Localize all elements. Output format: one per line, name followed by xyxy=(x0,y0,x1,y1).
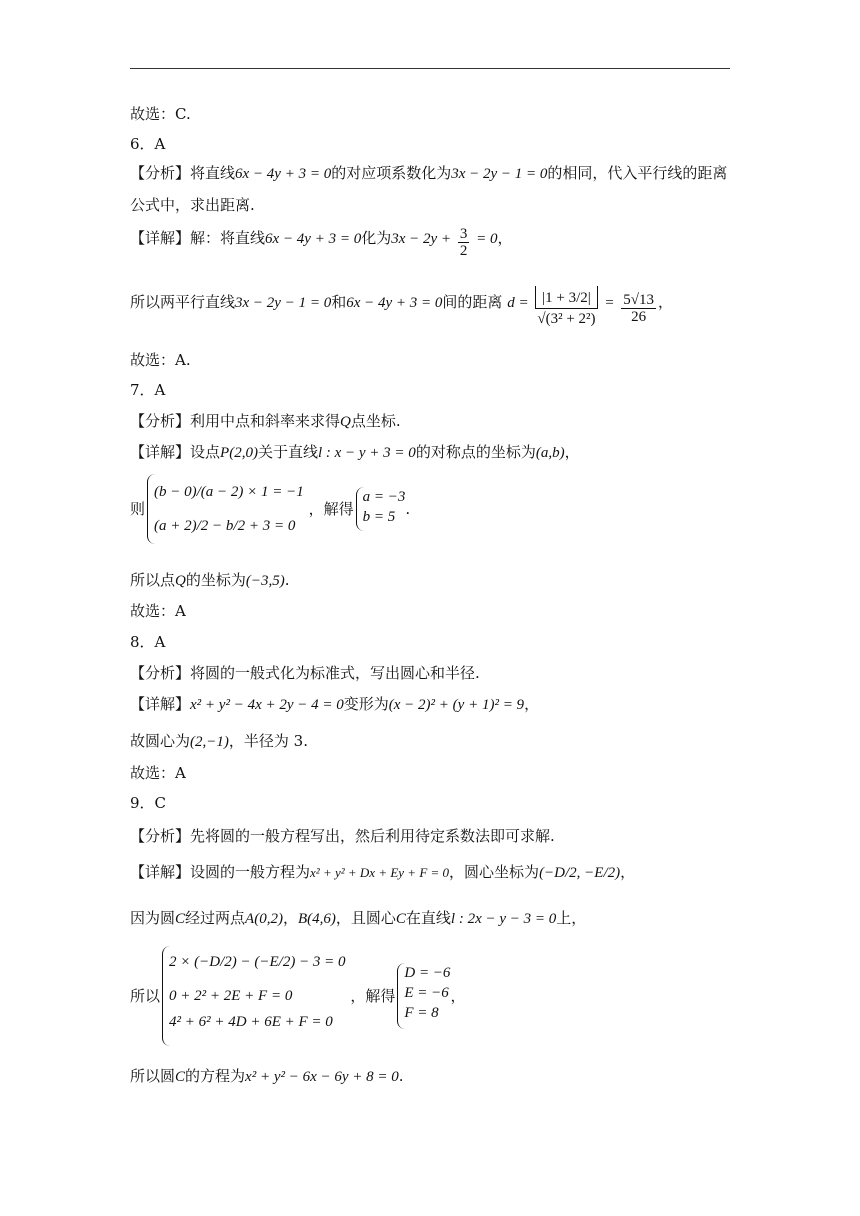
detail-tag: 【详解】 xyxy=(130,695,191,713)
result-fraction: $\frac{5√13}{26}$ xyxy=(623,292,654,325)
header-rule xyxy=(130,68,730,69)
q8-center: 故圆心为(2,−1)，半径为 3. xyxy=(130,732,308,750)
q8-conclusion: 故选：A xyxy=(130,764,186,782)
q6-detail: 【详解】解：将直线6x − 4y + 3 = 0化为3x − 2y + $\frac{3}{2}$ = 0， xyxy=(130,226,513,259)
q5-conclusion: 故选：C. xyxy=(130,105,191,123)
q8-detail: 【详解】x² + y² − 4x + 2y − 4 = 0变形为(x − 2)² + (y + 1)² = 9， xyxy=(130,695,540,713)
q6-analysis: 【分析】将直线6x − 4y + 3 = 0的对应项系数化为3x − 2y − 1 = 0的相同，代入平行线的距离 xyxy=(130,164,728,182)
q6-conclusion: 故选：A. xyxy=(130,351,191,369)
fraction: $\frac{3}{2}$ xyxy=(459,226,468,259)
q8-number: 8．A xyxy=(130,633,166,651)
solution-brace: D = −6 E = −6 F = 8 xyxy=(397,963,450,1029)
q7-number: 7．A xyxy=(130,381,166,399)
q7-conclusion: 故选：A xyxy=(130,602,186,620)
system-brace: 2 × (−D/2) − (−E/2) − 3 = 0 0 + 2² + 2E + F = 0 4² + 6² + 4D + 6E + F = 0 xyxy=(162,946,346,1046)
q8-analysis: 【分析】将圆的一般式化为标准式，写出圆心和半径. xyxy=(130,664,480,682)
system-brace: (b − 0)/(a − 2) × 1 = −1 (a + 2)/2 − b/2 + 3 = 0 xyxy=(147,474,304,544)
q6-analysis-cont: 公式中，求出距离. xyxy=(130,196,255,214)
analysis-tag: 【分析】 xyxy=(130,412,191,430)
q9-conditions: 因为圆C经过两点A(0,2)，B(4,6)，且圆心C在直线l : 2x − y − 3 = 0上， xyxy=(130,909,587,927)
detail-tag: 【详解】 xyxy=(130,863,191,881)
detail-tag: 【详解】 xyxy=(130,229,191,247)
q7-analysis: 【分析】利用中点和斜率来求得Q点坐标. xyxy=(130,412,401,430)
q9-number: 9．C xyxy=(130,794,167,812)
q9-system: 所以 2 × (−D/2) − (−E/2) − 3 = 0 0 + 2² + 2E + F = 0 4² + 6² + 4D + 6E + F = 0 ，解得 D = −6 E = −6 F = 8 ， xyxy=(130,946,465,1046)
analysis-tag: 【分析】 xyxy=(130,664,191,682)
q9-detail: 【详解】设圆的一般方程为x² + y² + Dx + Ey + F = 0，圆心坐标为(−D/2, −E/2)， xyxy=(130,863,636,881)
analysis-tag: 【分析】 xyxy=(130,164,191,182)
q6-distance: 所以两平行直线3x − 2y − 1 = 0和6x − 4y + 3 = 0间的距离 d = $\frac{|1 + 3/2|}{\text{√(3² + 2²)}}$ = $\frac{5√13}{26}$ ， xyxy=(130,286,673,327)
q7-system: 则 (b − 0)/(a − 2) × 1 = −1 (a + 2)/2 − b/2 + 3 = 0 ，解得 a = −3 b = 5 . xyxy=(130,474,410,544)
distance-fraction: $\frac{|1 + 3/2|}{\text{√(3² + 2²)}}$ xyxy=(535,286,597,327)
solution-brace: a = −3 b = 5 xyxy=(356,487,406,531)
q9-analysis: 【分析】先将圆的一般方程写出，然后利用待定系数法即可求解. xyxy=(130,827,555,845)
detail-tag: 【详解】 xyxy=(130,443,191,461)
q9-result: 所以圆C的方程为x² + y² − 6x − 6y + 8 = 0. xyxy=(130,1067,404,1085)
q6-number: 6．A xyxy=(130,135,166,153)
analysis-tag: 【分析】 xyxy=(130,827,191,845)
q7-detail: 【详解】设点P(2,0)关于直线l : x − y + 3 = 0的对称点的坐标为(a,b)， xyxy=(130,443,580,461)
q7-result: 所以点Q的坐标为(−3,5). xyxy=(130,571,290,589)
